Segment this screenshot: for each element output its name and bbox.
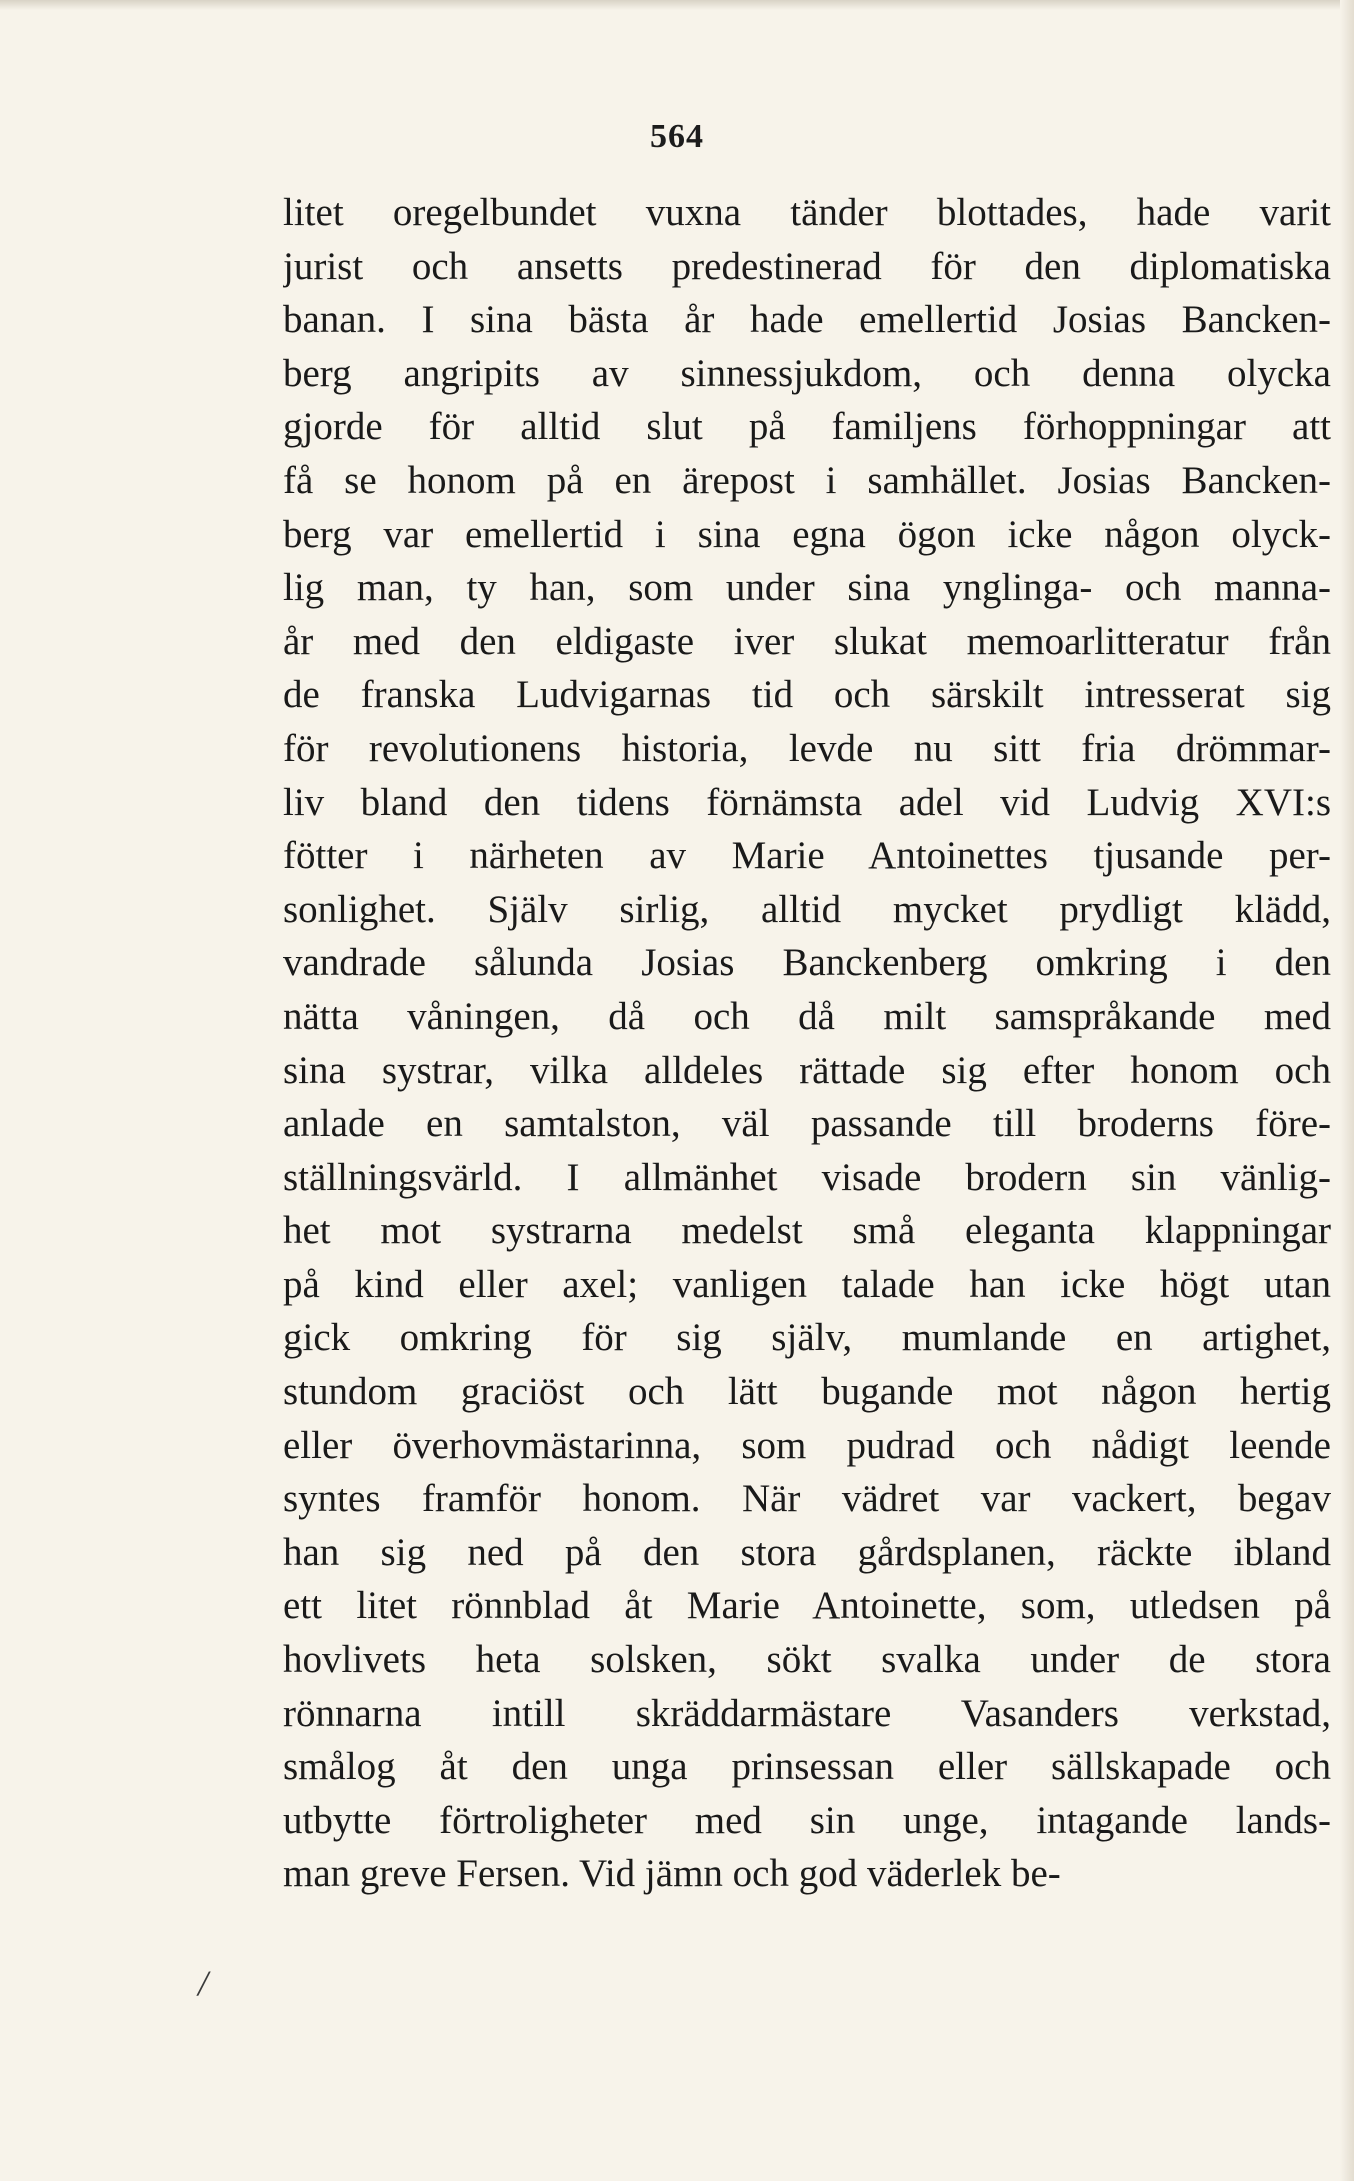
text-line: man greve Fersen. Vid jämn och god väderlek be- — [283, 1852, 1061, 1896]
text-line: utbytte förtroligheter med sin unge, intagande lands- — [283, 1798, 1331, 1842]
text-line: syntes framför honom. När vädret var vackert, begav — [283, 1477, 1331, 1521]
text-line: för revolutionens historia, levde nu sitt fria drömmar- — [283, 726, 1331, 770]
text-line: gjorde för alltid slut på familjens förhoppningar att — [283, 405, 1331, 449]
text-line: litet oregelbundet vuxna tänder blottades, hade varit — [283, 191, 1331, 234]
text-line: het mot systrarna medelst små eleganta klappningar — [283, 1209, 1331, 1253]
margin-pencil-mark: / — [198, 1963, 209, 2003]
text-line: rönnarna intill skräddarmästare Vasanders verkstad, — [283, 1691, 1331, 1735]
text-line: sina systrar, vilka alldeles rättade sig efter honom och — [283, 1048, 1331, 1092]
text-line: liv bland den tidens förnämsta adel vid Ludvig XVI:s — [283, 780, 1331, 824]
text-line: stundom graciöst och lätt bugande mot någon hertig — [283, 1370, 1331, 1414]
text-line: gick omkring för sig själv, mumlande en artighet, — [283, 1316, 1331, 1360]
text-line: vandrade sålunda Josias Banckenberg omkring i den — [283, 941, 1331, 985]
text-line: år med den eldigaste iver slukat memoarlitteratur från — [283, 619, 1331, 663]
text-line: fötter i närheten av Marie Antoinettes tjusande per- — [283, 834, 1331, 878]
page-number: 564 — [650, 118, 704, 155]
body-text — [283, 186, 1331, 1901]
text-line: ställningsvärld. I allmänhet visade brodern sin vänlig- — [283, 1155, 1331, 1199]
page-top-edge — [0, 0, 1354, 10]
text-line: banan. I sina bästa år hade emellertid Josias Bancken- — [283, 298, 1331, 342]
text-line: anlade en samtalston, väl passande till broderns före- — [283, 1102, 1331, 1146]
page-right-edge — [1340, 0, 1354, 2181]
text-line: hovlivets heta solsken, sökt svalka under de stora — [283, 1638, 1331, 1682]
text-line: jurist och ansetts predestinerad för den diplomatiska — [283, 244, 1331, 288]
text-line: berg var emellertid i sina egna ögon icke någon olyck- — [283, 512, 1331, 556]
text-line: smålog åt den unga prinsessan eller sällskapade och — [283, 1745, 1331, 1789]
text-line: få se honom på en ärepost i samhället. Josias Bancken- — [283, 458, 1331, 502]
text-line: på kind eller axel; vanligen talade han icke högt utan — [283, 1262, 1331, 1306]
text-line: han sig ned på den stora gårdsplanen, räckte ibland — [283, 1530, 1331, 1574]
text-line: berg angripits av sinnessjukdom, och denna olycka — [283, 351, 1331, 395]
text-line: eller överhovmästarinna, som pudrad och nådigt leende — [283, 1423, 1331, 1467]
text-line: de franska Ludvigarnas tid och särskilt intresserat sig — [283, 673, 1331, 717]
text-line: sonlighet. Själv sirlig, alltid mycket prydligt klädd, — [283, 887, 1331, 931]
text-line: ett litet rönnblad åt Marie Antoinette, som, utledsen på — [283, 1584, 1331, 1628]
text-line: nätta våningen, då och då milt samspråkande med — [283, 994, 1331, 1038]
text-line: lig man, ty han, som under sina ynglinga- och manna- — [283, 566, 1331, 610]
